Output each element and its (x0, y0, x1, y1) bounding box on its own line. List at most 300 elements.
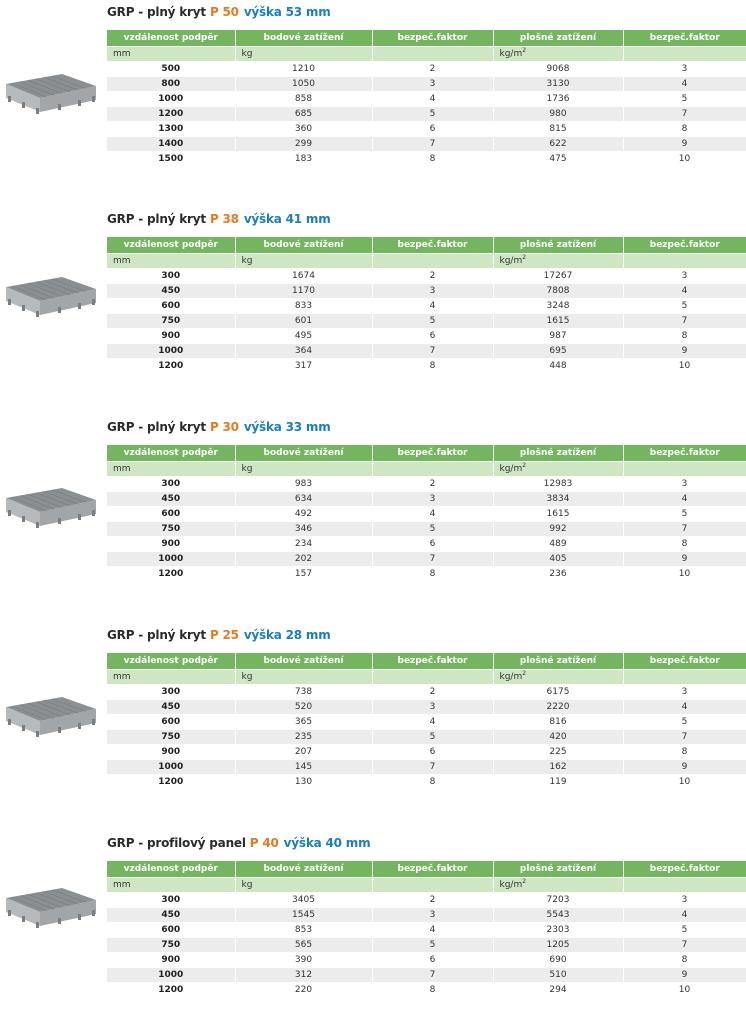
load-table (107, 653, 746, 789)
cell-area-load: 6175 (493, 685, 623, 700)
product-height: výška 40 mm (283, 836, 371, 850)
load-table (107, 445, 746, 581)
cell-area-load: 162 (493, 760, 623, 775)
cell-safety-factor-2: 9 (623, 760, 746, 775)
cell-span: 900 (107, 953, 235, 968)
cell-span: 300 (107, 685, 235, 700)
table-row (107, 745, 746, 760)
cell-safety-factor-2: 9 (623, 137, 746, 152)
cell-point-load: 1170 (235, 284, 372, 299)
cell-span: 300 (107, 893, 235, 908)
col-header-safety-factor-2: bezpeč.faktor (623, 445, 746, 462)
unit-safety-1 (372, 670, 493, 685)
table-row (107, 77, 746, 92)
product-name: GRP - plný kryt (107, 5, 206, 19)
cell-span: 1200 (107, 359, 235, 374)
unit-safety-1 (372, 47, 493, 62)
cell-safety-factor-2: 8 (623, 953, 746, 968)
cell-safety-factor-1: 5 (372, 314, 493, 329)
cell-area-load: 1736 (493, 92, 623, 107)
load-table-section-p40 (0, 834, 746, 1014)
cell-area-load: 12983 (493, 477, 623, 492)
table-row (107, 507, 746, 522)
col-header-point-load: bodové zatížení (235, 30, 372, 47)
cell-safety-factor-2: 4 (623, 908, 746, 923)
cell-safety-factor-1: 8 (372, 775, 493, 790)
grating-panel-image (0, 259, 100, 329)
cell-safety-factor-2: 8 (623, 329, 746, 344)
cell-area-load: 119 (493, 775, 623, 790)
cell-safety-factor-1: 3 (372, 284, 493, 299)
cell-safety-factor-2: 3 (623, 893, 746, 908)
col-header-span: vzdálenost podpěr (107, 861, 235, 878)
cell-span: 450 (107, 492, 235, 507)
col-header-area-load: plošné zatížení (493, 237, 623, 254)
cell-safety-factor-2: 3 (623, 269, 746, 284)
cell-safety-factor-2: 7 (623, 730, 746, 745)
col-header-point-load: bodové zatížení (235, 653, 372, 670)
table-body (107, 269, 746, 374)
table-row (107, 137, 746, 152)
table-row (107, 938, 746, 953)
cell-safety-factor-1: 8 (372, 359, 493, 374)
cell-safety-factor-1: 8 (372, 567, 493, 582)
unit-point-load: kg (235, 254, 372, 269)
cell-safety-factor-2: 5 (623, 299, 746, 314)
col-header-safety-factor-2: bezpeč.faktor (623, 237, 746, 254)
cell-safety-factor-1: 6 (372, 745, 493, 760)
cell-point-load: 183 (235, 152, 372, 167)
load-table-section-p50 (0, 3, 746, 183)
cell-point-load: 520 (235, 700, 372, 715)
table-row (107, 893, 746, 908)
col-header-area-load: plošné zatížení (493, 861, 623, 878)
cell-area-load: 236 (493, 567, 623, 582)
cell-point-load: 235 (235, 730, 372, 745)
cell-point-load: 312 (235, 968, 372, 983)
cell-span: 750 (107, 730, 235, 745)
cell-safety-factor-1: 4 (372, 715, 493, 730)
cell-safety-factor-2: 3 (623, 477, 746, 492)
cell-area-load: 448 (493, 359, 623, 374)
cell-span: 1000 (107, 92, 235, 107)
cell-area-load: 3248 (493, 299, 623, 314)
cell-safety-factor-1: 7 (372, 552, 493, 567)
col-header-area-load: plošné zatížení (493, 445, 623, 462)
product-height: výška 53 mm (243, 5, 331, 19)
table-row (107, 685, 746, 700)
col-header-span: vzdálenost podpěr (107, 653, 235, 670)
cell-safety-factor-2: 5 (623, 923, 746, 938)
section-title (107, 418, 331, 436)
cell-safety-factor-1: 5 (372, 522, 493, 537)
cell-point-load: 495 (235, 329, 372, 344)
table-row (107, 344, 746, 359)
table-row (107, 953, 746, 968)
cell-safety-factor-2: 3 (623, 685, 746, 700)
unit-span: mm (107, 462, 235, 477)
cell-safety-factor-1: 7 (372, 344, 493, 359)
table-row (107, 968, 746, 983)
cell-safety-factor-1: 2 (372, 685, 493, 700)
cell-safety-factor-1: 6 (372, 537, 493, 552)
table-row (107, 567, 746, 582)
cell-span: 1200 (107, 775, 235, 790)
cell-safety-factor-2: 7 (623, 522, 746, 537)
product-code: P 25 (209, 628, 239, 642)
cell-point-load: 346 (235, 522, 372, 537)
cell-safety-factor-2: 8 (623, 122, 746, 137)
load-table-section-p38 (0, 210, 746, 390)
cell-area-load: 695 (493, 344, 623, 359)
cell-safety-factor-1: 3 (372, 908, 493, 923)
cell-span: 300 (107, 269, 235, 284)
cell-span: 600 (107, 923, 235, 938)
cell-safety-factor-2: 7 (623, 107, 746, 122)
unit-safety-2 (623, 878, 746, 893)
cell-safety-factor-1: 4 (372, 92, 493, 107)
col-header-point-load: bodové zatížení (235, 445, 372, 462)
cell-point-load: 157 (235, 567, 372, 582)
cell-point-load: 601 (235, 314, 372, 329)
cell-safety-factor-1: 7 (372, 760, 493, 775)
cell-safety-factor-1: 5 (372, 938, 493, 953)
table-row (107, 299, 746, 314)
unit-safety-1 (372, 462, 493, 477)
cell-safety-factor-2: 7 (623, 314, 746, 329)
cell-safety-factor-1: 6 (372, 122, 493, 137)
cell-area-load: 622 (493, 137, 623, 152)
cell-area-load: 2303 (493, 923, 623, 938)
col-header-area-load: plošné zatížení (493, 653, 623, 670)
cell-safety-factor-1: 5 (372, 107, 493, 122)
cell-safety-factor-2: 9 (623, 552, 746, 567)
unit-area-load: $kg/m^2$ (493, 462, 623, 477)
col-header-span: vzdálenost podpěr (107, 30, 235, 47)
unit-area-load: $kg/m^2$ (493, 670, 623, 685)
cell-area-load: 815 (493, 122, 623, 137)
unit-area-load: $kg/m^2$ (493, 47, 623, 62)
load-table (107, 237, 746, 373)
cell-area-load: 980 (493, 107, 623, 122)
unit-safety-2 (623, 47, 746, 62)
cell-safety-factor-1: 5 (372, 730, 493, 745)
cell-area-load: 489 (493, 537, 623, 552)
grating-panel-image (0, 56, 100, 126)
table-row (107, 760, 746, 775)
cell-area-load: 1615 (493, 507, 623, 522)
cell-safety-factor-1: 4 (372, 923, 493, 938)
col-header-safety-factor-1: bezpeč.faktor (372, 445, 493, 462)
cell-point-load: 853 (235, 923, 372, 938)
cell-area-load: 3834 (493, 492, 623, 507)
cell-safety-factor-2: 3 (623, 62, 746, 77)
load-table-section-p30 (0, 418, 746, 598)
cell-span: 1000 (107, 552, 235, 567)
grating-panel-image (0, 870, 100, 940)
cell-span: 900 (107, 329, 235, 344)
table-row (107, 552, 746, 567)
table-row (107, 492, 746, 507)
cell-safety-factor-1: 6 (372, 329, 493, 344)
cell-span: 300 (107, 477, 235, 492)
cell-point-load: 858 (235, 92, 372, 107)
cell-span: 1000 (107, 968, 235, 983)
table-body (107, 685, 746, 790)
cell-safety-factor-1: 4 (372, 507, 493, 522)
cell-point-load: 1545 (235, 908, 372, 923)
cell-point-load: 202 (235, 552, 372, 567)
unit-safety-2 (623, 462, 746, 477)
cell-area-load: 987 (493, 329, 623, 344)
table-body (107, 893, 746, 998)
cell-point-load: 145 (235, 760, 372, 775)
col-header-safety-factor-2: bezpeč.faktor (623, 653, 746, 670)
cell-safety-factor-1: 4 (372, 299, 493, 314)
cell-point-load: 360 (235, 122, 372, 137)
table-row (107, 730, 746, 745)
col-header-safety-factor-2: bezpeč.faktor (623, 30, 746, 47)
col-header-point-load: bodové zatížení (235, 237, 372, 254)
cell-point-load: 130 (235, 775, 372, 790)
cell-safety-factor-1: 3 (372, 700, 493, 715)
product-name: GRP - plný kryt (107, 628, 206, 642)
cell-area-load: 420 (493, 730, 623, 745)
product-name: GRP - profilový panel (107, 836, 246, 850)
cell-safety-factor-2: 4 (623, 77, 746, 92)
cell-area-load: 992 (493, 522, 623, 537)
cell-span: 750 (107, 522, 235, 537)
cell-span: 1300 (107, 122, 235, 137)
product-code: P 38 (209, 212, 239, 226)
cell-safety-factor-2: 10 (623, 983, 746, 998)
cell-safety-factor-1: 2 (372, 269, 493, 284)
cell-area-load: 1615 (493, 314, 623, 329)
unit-area-load: $kg/m^2$ (493, 254, 623, 269)
cell-span: 600 (107, 507, 235, 522)
cell-point-load: 220 (235, 983, 372, 998)
table-row (107, 62, 746, 77)
cell-area-load: 294 (493, 983, 623, 998)
unit-span: mm (107, 47, 235, 62)
cell-span: 900 (107, 745, 235, 760)
cell-area-load: 510 (493, 968, 623, 983)
cell-safety-factor-1: 3 (372, 492, 493, 507)
product-name: GRP - plný kryt (107, 212, 206, 226)
unit-area-load: $kg/m^2$ (493, 878, 623, 893)
load-table (107, 861, 746, 997)
cell-safety-factor-2: 4 (623, 284, 746, 299)
cell-point-load: 364 (235, 344, 372, 359)
cell-point-load: 738 (235, 685, 372, 700)
cell-safety-factor-2: 8 (623, 745, 746, 760)
cell-safety-factor-2: 5 (623, 715, 746, 730)
table-row (107, 715, 746, 730)
cell-span: 450 (107, 284, 235, 299)
cell-point-load: 1210 (235, 62, 372, 77)
table-row (107, 107, 746, 122)
cell-safety-factor-1: 3 (372, 77, 493, 92)
cell-point-load: 492 (235, 507, 372, 522)
table-body (107, 477, 746, 582)
cell-safety-factor-2: 5 (623, 507, 746, 522)
cell-safety-factor-1: 8 (372, 983, 493, 998)
cell-area-load: 475 (493, 152, 623, 167)
cell-safety-factor-1: 2 (372, 893, 493, 908)
col-header-safety-factor-1: bezpeč.faktor (372, 237, 493, 254)
unit-span: mm (107, 878, 235, 893)
product-height: výška 41 mm (243, 212, 331, 226)
cell-span: 900 (107, 537, 235, 552)
cell-area-load: 3130 (493, 77, 623, 92)
cell-area-load: 17267 (493, 269, 623, 284)
table-row (107, 92, 746, 107)
product-height: výška 33 mm (243, 420, 331, 434)
cell-safety-factor-2: 10 (623, 775, 746, 790)
cell-point-load: 983 (235, 477, 372, 492)
cell-span: 600 (107, 299, 235, 314)
unit-point-load: kg (235, 878, 372, 893)
cell-point-load: 685 (235, 107, 372, 122)
table-row (107, 522, 746, 537)
unit-safety-1 (372, 878, 493, 893)
cell-point-load: 317 (235, 359, 372, 374)
product-name: GRP - plný kryt (107, 420, 206, 434)
unit-point-load: kg (235, 670, 372, 685)
cell-point-load: 565 (235, 938, 372, 953)
cell-safety-factor-1: 7 (372, 968, 493, 983)
load-table-section-p25 (0, 626, 746, 806)
col-header-span: vzdálenost podpěr (107, 237, 235, 254)
cell-point-load: 390 (235, 953, 372, 968)
cell-safety-factor-2: 10 (623, 359, 746, 374)
product-code: P 50 (209, 5, 239, 19)
cell-span: 450 (107, 700, 235, 715)
cell-area-load: 816 (493, 715, 623, 730)
product-height: výška 28 mm (243, 628, 331, 642)
cell-safety-factor-1: 2 (372, 62, 493, 77)
cell-area-load: 690 (493, 953, 623, 968)
cell-span: 450 (107, 908, 235, 923)
col-header-span: vzdálenost podpěr (107, 445, 235, 462)
table-row (107, 537, 746, 552)
section-title (107, 210, 331, 228)
cell-safety-factor-2: 7 (623, 938, 746, 953)
cell-point-load: 634 (235, 492, 372, 507)
unit-point-load: kg (235, 462, 372, 477)
unit-span: mm (107, 670, 235, 685)
cell-span: 800 (107, 77, 235, 92)
grating-panel-image (0, 470, 100, 540)
cell-span: 1000 (107, 760, 235, 775)
cell-safety-factor-2: 5 (623, 92, 746, 107)
cell-span: 600 (107, 715, 235, 730)
cell-area-load: 9068 (493, 62, 623, 77)
table-body (107, 62, 746, 167)
cell-point-load: 299 (235, 137, 372, 152)
cell-area-load: 2220 (493, 700, 623, 715)
grating-panel-image (0, 679, 100, 749)
cell-safety-factor-1: 2 (372, 477, 493, 492)
table-row (107, 122, 746, 137)
cell-span: 1200 (107, 107, 235, 122)
table-row (107, 477, 746, 492)
cell-area-load: 7203 (493, 893, 623, 908)
table-row (107, 923, 746, 938)
table-row (107, 983, 746, 998)
col-header-area-load: plošné zatížení (493, 30, 623, 47)
table-row (107, 700, 746, 715)
cell-safety-factor-2: 4 (623, 492, 746, 507)
cell-point-load: 365 (235, 715, 372, 730)
table-row (107, 775, 746, 790)
load-table (107, 30, 746, 166)
col-header-point-load: bodové zatížení (235, 861, 372, 878)
cell-safety-factor-2: 9 (623, 344, 746, 359)
col-header-safety-factor-1: bezpeč.faktor (372, 30, 493, 47)
unit-safety-1 (372, 254, 493, 269)
product-code: P 40 (249, 836, 279, 850)
table-row (107, 284, 746, 299)
cell-area-load: 225 (493, 745, 623, 760)
cell-safety-factor-2: 4 (623, 700, 746, 715)
table-row (107, 152, 746, 167)
cell-span: 1400 (107, 137, 235, 152)
cell-point-load: 1674 (235, 269, 372, 284)
cell-point-load: 207 (235, 745, 372, 760)
cell-area-load: 5543 (493, 908, 623, 923)
cell-safety-factor-1: 7 (372, 137, 493, 152)
table-row (107, 329, 746, 344)
unit-safety-2 (623, 254, 746, 269)
table-row (107, 269, 746, 284)
cell-span: 1500 (107, 152, 235, 167)
cell-point-load: 1050 (235, 77, 372, 92)
col-header-safety-factor-2: bezpeč.faktor (623, 861, 746, 878)
cell-span: 1000 (107, 344, 235, 359)
cell-point-load: 234 (235, 537, 372, 552)
cell-safety-factor-1: 6 (372, 953, 493, 968)
table-row (107, 359, 746, 374)
cell-point-load: 3405 (235, 893, 372, 908)
cell-safety-factor-2: 8 (623, 537, 746, 552)
cell-span: 500 (107, 62, 235, 77)
table-row (107, 908, 746, 923)
cell-span: 1200 (107, 983, 235, 998)
cell-span: 1200 (107, 567, 235, 582)
col-header-safety-factor-1: bezpeč.faktor (372, 861, 493, 878)
col-header-safety-factor-1: bezpeč.faktor (372, 653, 493, 670)
cell-area-load: 1205 (493, 938, 623, 953)
cell-span: 750 (107, 314, 235, 329)
cell-span: 750 (107, 938, 235, 953)
cell-area-load: 405 (493, 552, 623, 567)
unit-point-load: kg (235, 47, 372, 62)
section-title (107, 626, 331, 644)
cell-point-load: 833 (235, 299, 372, 314)
product-code: P 30 (209, 420, 239, 434)
cell-area-load: 7808 (493, 284, 623, 299)
cell-safety-factor-1: 8 (372, 152, 493, 167)
cell-safety-factor-2: 10 (623, 567, 746, 582)
cell-safety-factor-2: 10 (623, 152, 746, 167)
unit-span: mm (107, 254, 235, 269)
section-title (107, 3, 331, 21)
cell-safety-factor-2: 9 (623, 968, 746, 983)
section-title (107, 834, 370, 852)
unit-safety-2 (623, 670, 746, 685)
table-row (107, 314, 746, 329)
